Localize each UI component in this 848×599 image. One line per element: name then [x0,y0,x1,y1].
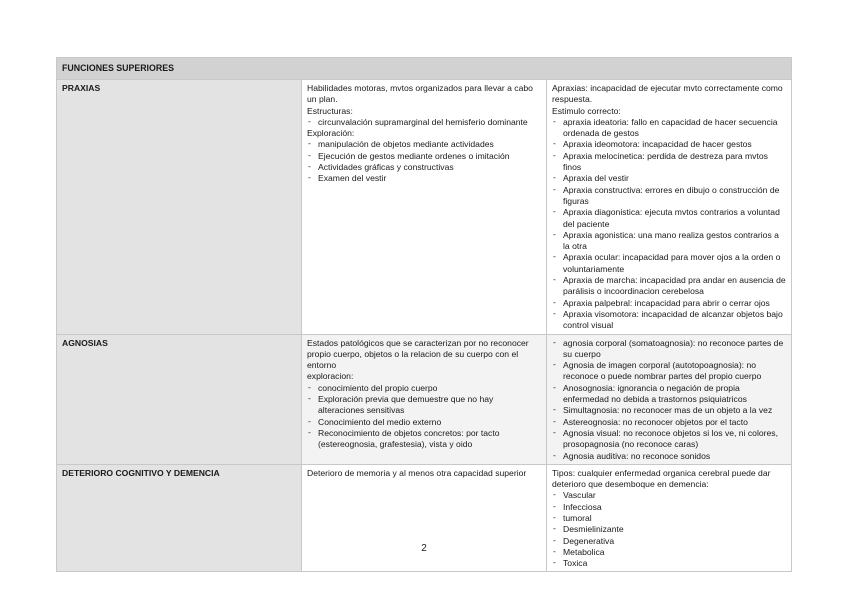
list-item: - Apraxia ideomotora: incapacidad de hacer gestos [552,139,787,150]
list-item: - Apraxia palpebral: incapacidad para abrir o cerrar ojos [552,298,787,309]
list-item: - apraxia ideatoria: fallo en capacidad de hacer secuencia ordenada de gestos [552,117,787,140]
apraxias-subheading: Estimulo correcto: [552,105,621,116]
agnosias-exploration-list [307,383,542,451]
praxias-description [302,80,547,335]
functions-table [56,57,792,572]
deterioro-description [302,464,547,572]
deterioro-types-heading: Tipos: cualquier enfermedad organica cerebral puede dar deterioro que desemboque en demencia: [552,467,771,490]
table-title: FUNCIONES SUPERIORES [57,58,792,80]
list-item: - Apraxia constructiva: errores en dibujo o construcción de figuras [552,185,787,208]
agnosias-list [552,338,787,462]
list-item: - tumoral [552,513,787,524]
list-item: - Conocimiento del medio externo [307,417,542,428]
list-item: - Apraxia de marcha: incapacidad pra andar en ausencia de parálisis o incoordinacion cerebelosa [552,275,787,298]
agnosias-description [302,334,547,464]
list-item: - Agnosia auditiva: no reconoce sonidos [552,451,787,462]
list-item: - Agnosia de imagen corporal (autotopoagnosia): no reconoce o puede nombrar partes del propio cuerpo [552,360,787,383]
list-item: - Apraxia visomotora: incapacidad de alcanzar objetos bajo control visual [552,309,787,332]
praxias-types [547,80,792,335]
row-label-deterioro: DETERIORO COGNITIVO Y DEMENCIA [57,464,302,572]
page-number: 2 [421,543,427,554]
deterioro-definition: Deterioro de memoria y al menos otra capacidad superior [307,467,527,478]
list-item: - Apraxia ocular: incapacidad para mover ojos a la orden o voluntariamente [552,252,787,275]
praxias-exploration-list [307,139,542,184]
list-item: - Degenerativa [552,536,787,547]
list-item: - manipulación de objetos mediante actividades [307,139,542,150]
praxias-exploration-heading: Exploración: [307,128,355,139]
list-item: - conocimiento del propio cuerpo [307,383,542,394]
deterioro-list [552,490,787,569]
table-row-agnosias [57,334,792,464]
list-item: - Ejecución de gestos mediante ordenes o imitación [307,151,542,162]
list-item: - Agnosia visual: no reconoce objetos si los ve, ni colores, prosopagnosia (no reconoce caras) [552,428,787,451]
list-item: - Apraxia del vestir [552,173,787,184]
list-item: - agnosia corporal (somatoagnosia): no reconoce partes de su cuerpo [552,338,787,361]
list-item: - circunvalación supramarginal del hemisferio dominante [307,117,542,128]
agnosias-definition: Estados patológicos que se caracterizan por no reconocer propio cuerpo, objetos o la relacion de su cuerpo con el entorno [307,337,529,371]
praxias-definition: Habilidades motoras, mvtos organizados para llevar a cabo un plan. [307,83,533,105]
row-label-agnosias: AGNOSIAS [57,334,302,464]
agnosias-exploration-heading: exploracion: [307,371,354,382]
table-row-deterioro [57,464,792,572]
table-row-praxias [57,80,792,335]
list-item: - Reconocimiento de objetos concretos: por tacto (estereognosia, grafestesia), vista y oido [307,428,542,451]
praxias-structures-heading: Estructuras: [307,105,353,116]
list-item: - Astereognosia: no reconocer objetos por el tacto [552,417,787,428]
row-label-praxias: PRAXIAS [57,80,302,335]
list-item: - Anosognosia: ignorancia o negación de propia enfermedad no debida a trastornos psiquiatricos [552,383,787,406]
list-item: - Metabolica [552,547,787,558]
list-item: - Toxica [552,558,787,569]
deterioro-types [547,464,792,572]
list-item: - Actividades gráficas y constructivas [307,162,542,173]
list-item: - Vascular [552,490,787,501]
list-item: - Apraxia agonistica: una mano realiza gestos contrarios a la otra [552,230,787,253]
agnosias-types [547,334,792,464]
list-item: - Desmielinizante [552,524,787,535]
praxias-structures-list [307,117,542,128]
list-item: - Exploración previa que demuestre que no hay alteraciones sensitivas [307,394,542,417]
list-item: - Apraxia melocinetica: perdida de destreza para mvtos finos [552,151,787,174]
apraxias-list [552,117,787,332]
list-item: - Apraxia diagonistica: ejecuta mvtos contrarios a voluntad del paciente [552,207,787,230]
list-item: - Examen del vestir [307,173,542,184]
apraxias-definition: Apraxias: incapacidad de ejecutar mvto correctamente como respuesta. [552,83,783,105]
list-item: - Simultagnosia: no reconocer mas de un objeto a la vez [552,405,787,416]
table-header-row [57,58,792,80]
list-item: - Infecciosa [552,502,787,513]
